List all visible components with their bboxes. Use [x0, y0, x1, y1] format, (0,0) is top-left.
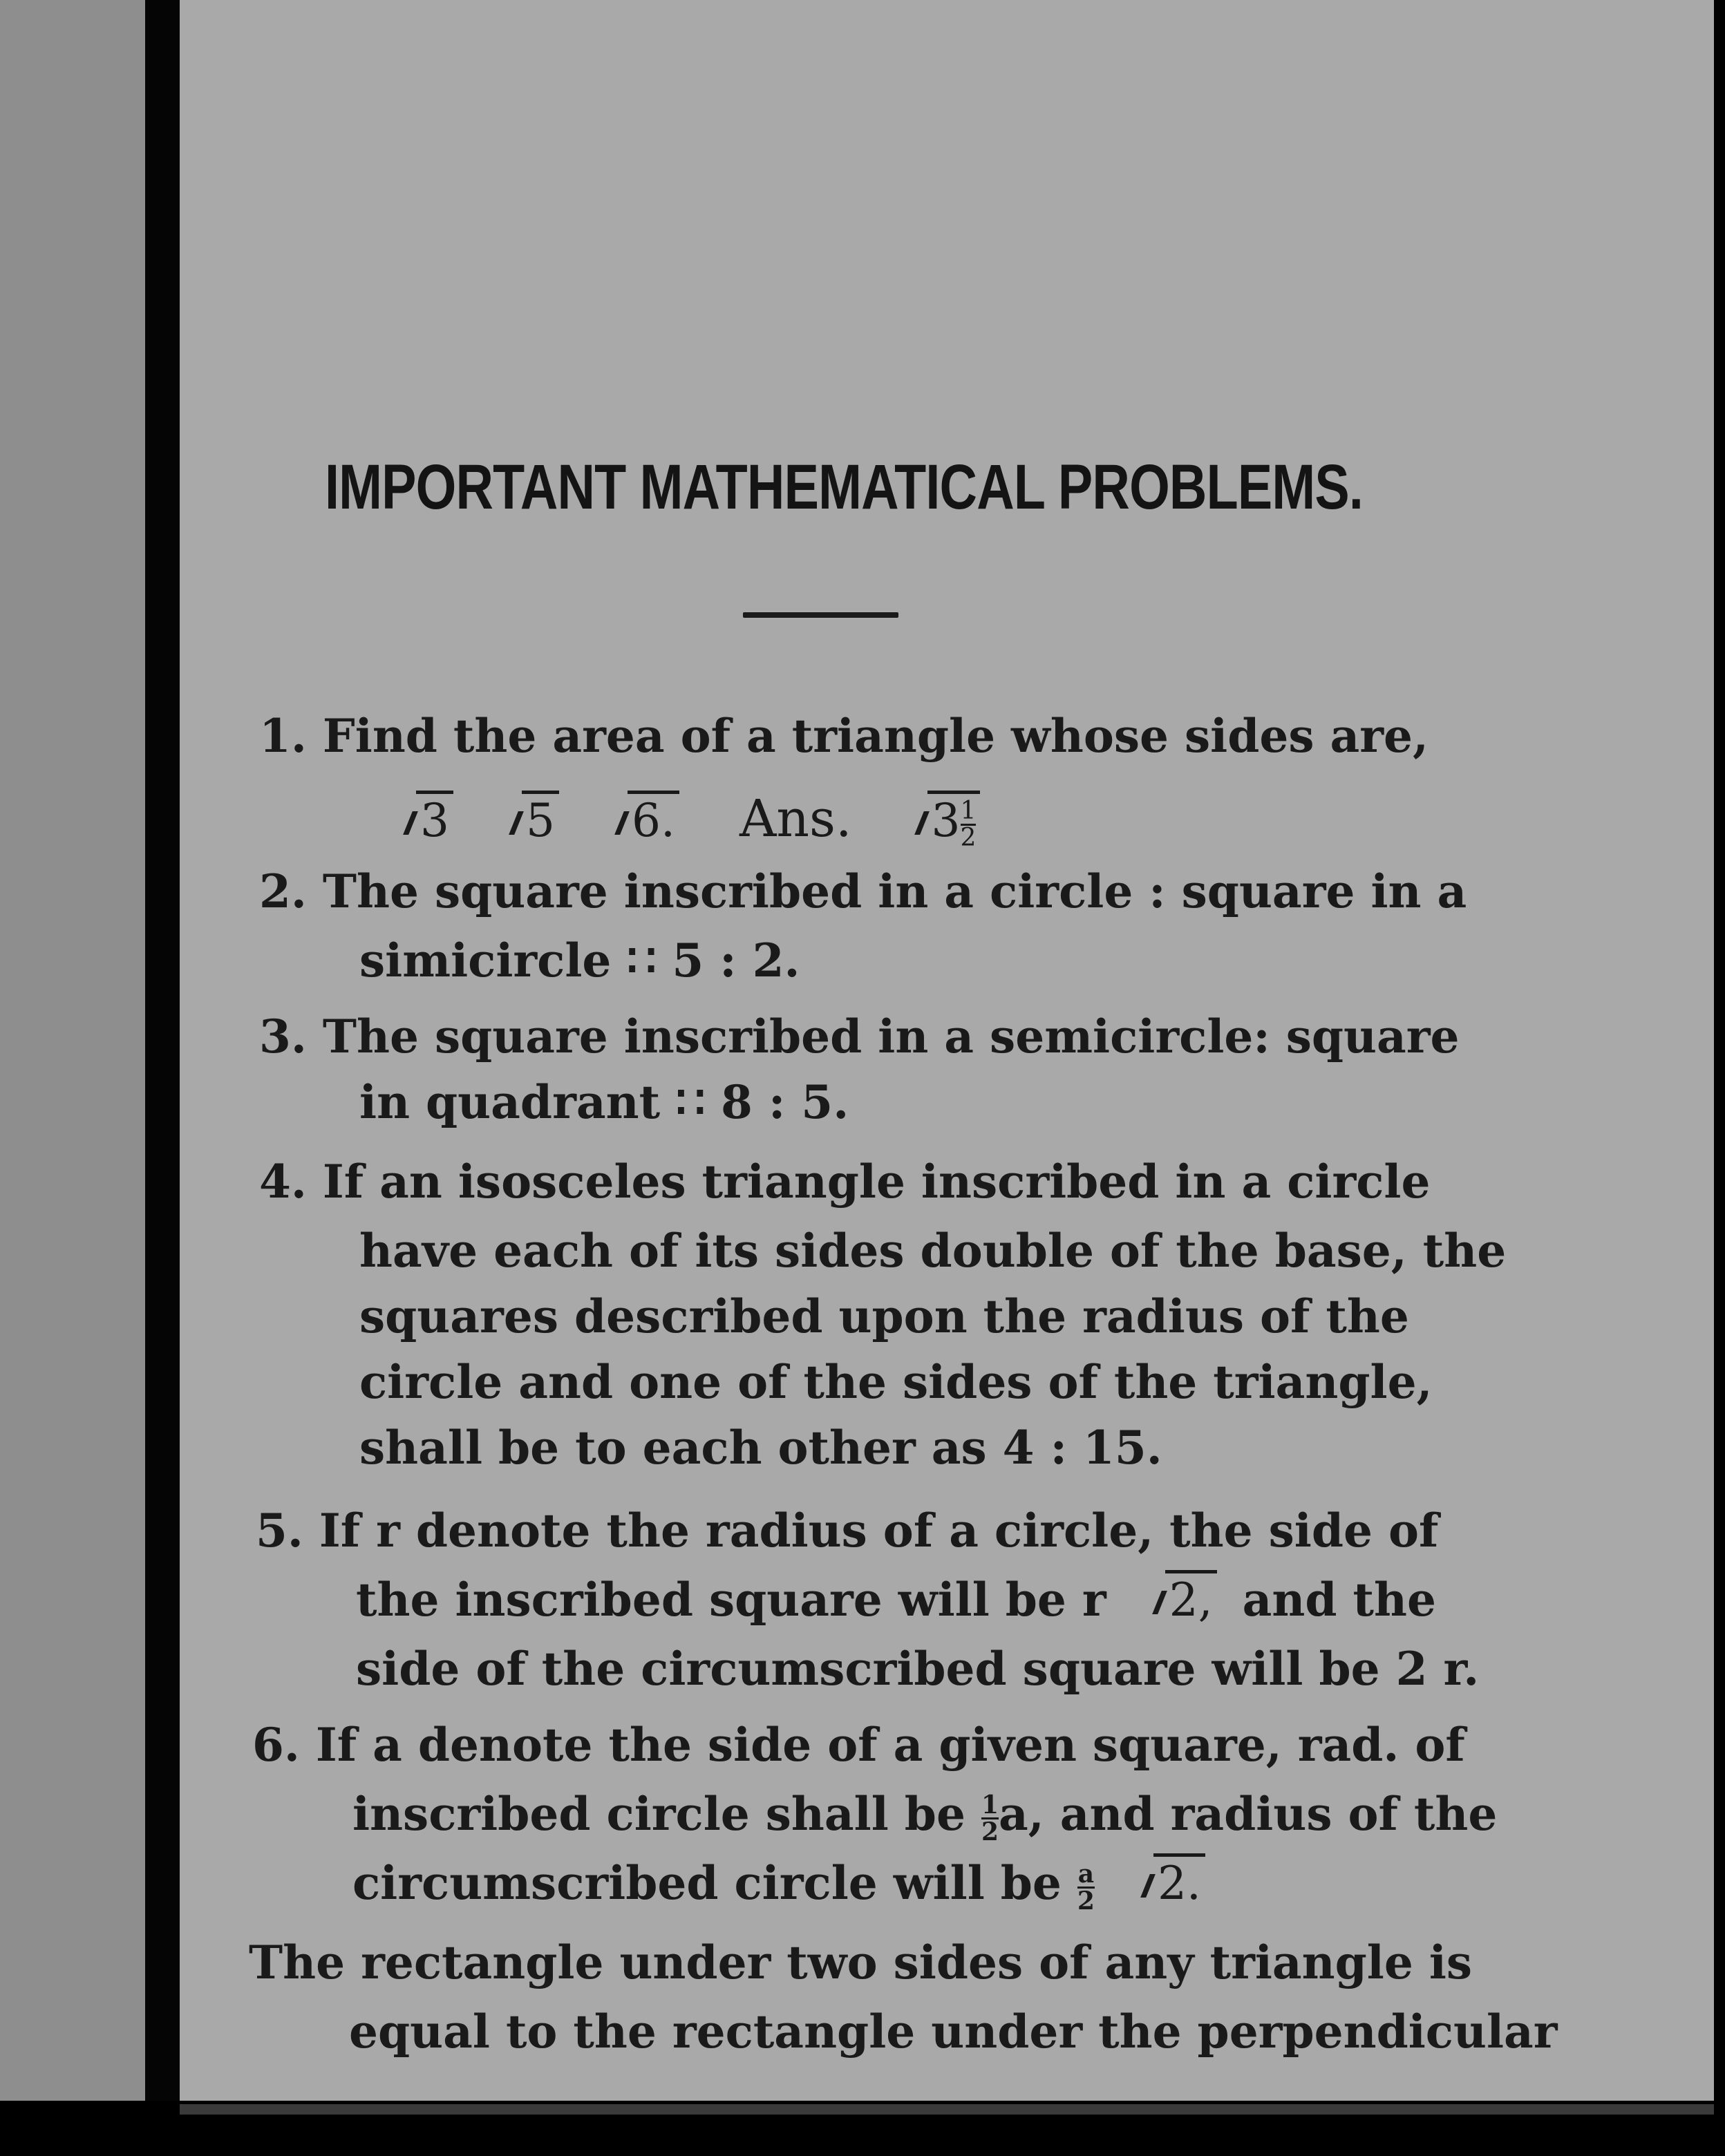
problem-6-text-2b: a, and radius of the [999, 1787, 1498, 1841]
problem-6-number: 6. [252, 1718, 300, 1772]
problem-1-roots [373, 788, 990, 852]
heading-underline [743, 612, 898, 618]
problem-5-line-1 [256, 1500, 1438, 1562]
answer-sqrt: 3 $\frac{1}{2}$ [885, 789, 981, 852]
problem-4-line-5: shall be to each other as 4 : 15. [359, 1421, 1162, 1475]
problem-6-text-2a: inscribed circle shall be [352, 1787, 965, 1841]
problem-5-line-2 [356, 1569, 1436, 1632]
problem-3-line-2: in quadrant ∷ 8 : 5. [359, 1075, 849, 1129]
problem-6-text-1: If a denote the side of a given square, rad. of [315, 1718, 1465, 1772]
problem-5-text-1: If r denote the radius of a circle, the side of [319, 1504, 1439, 1558]
problem-4-line-3: squares described upon the radius of the [359, 1289, 1409, 1343]
problem-6-line-1 [252, 1714, 1465, 1776]
problem-1-number: 1. [259, 709, 307, 763]
problem-3-number: 3. [259, 1010, 307, 1063]
problem-6-line-3 [352, 1852, 1215, 1915]
problem-7-line-2: equal to the rectangle under the perpendicular [349, 2005, 1558, 2059]
problem-2-line-1 [259, 860, 1467, 923]
problem-6-line-2 [352, 1783, 1497, 1845]
problem-4-text-1: If an isosceles triangle inscribed in a circle [322, 1155, 1431, 1209]
sqrt-5: 5 [479, 789, 559, 852]
problem-3-text-1: The square inscribed in a semicircle: square [322, 1010, 1460, 1063]
problem-5-number: 5. [256, 1504, 303, 1558]
sqrt-6: 6. [585, 789, 679, 852]
problem-5-text-2a: the inscribed square will be r [356, 1573, 1106, 1627]
problem-4-line-4: circle and one of the sides of the triangle, [359, 1355, 1433, 1409]
problem-4-line-2: have each of its sides double of the base, the [359, 1224, 1507, 1278]
sqrt-2-radius: 2. [1111, 1852, 1205, 1915]
page-heading: IMPORTANT MATHEMATICAL PROBLEMS. [325, 452, 1364, 522]
sqrt-3: 3 [373, 789, 453, 852]
problem-4-line-1 [259, 1151, 1431, 1213]
problem-2-line-2: simicircle ∷ 5 : 2. [359, 934, 800, 987]
a-over-2-fraction: $\frac{a}{2}$ [1077, 1859, 1095, 1916]
problem-1-line-1 [259, 705, 1429, 767]
problem-7-line-1: The rectangle under two sides of any triangle is [249, 1936, 1473, 1989]
half-fraction: $\frac{1}{2}$ [981, 1790, 999, 1846]
problem-5-line-3: side of the circumscribed square will be 2 r. [356, 1642, 1480, 1696]
problem-4-number: 4. [259, 1155, 307, 1209]
problem-2-text-1: The square inscribed in a circle : square in a [322, 864, 1467, 918]
problem-6-text-3a: circumscribed circle will be [352, 1856, 1062, 1910]
problem-2-number: 2. [259, 864, 307, 918]
answer-label: Ans. [739, 789, 852, 849]
answer-fraction: $\frac{1}{2}$ [960, 796, 977, 852]
problem-3-line-1 [259, 1005, 1460, 1068]
sqrt-2: 2, [1122, 1569, 1217, 1632]
problem-5-text-2b: and the [1242, 1573, 1436, 1627]
problem-1-text: Find the area of a triangle whose sides are, [322, 709, 1429, 763]
